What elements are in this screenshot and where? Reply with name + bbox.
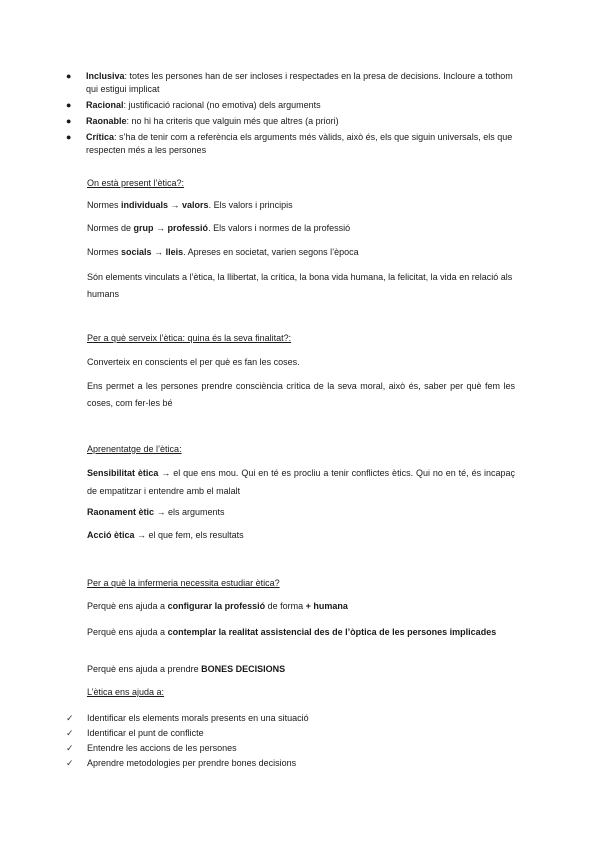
definition: : totes les persones han de ser incloses i respectades en la presa de decisions. Incloure a tothom qui estigui implicat [86, 71, 513, 94]
term: Inclusiva [86, 71, 125, 81]
bullet-icon: ● [66, 100, 72, 110]
list-item [64, 131, 524, 157]
list-item: ✓ Identificar el punt de conflicte [66, 726, 526, 741]
section-heading: Aprenentatge de l’ètica: [87, 444, 182, 454]
section-heading: On està present l’ètica?: [87, 178, 185, 188]
section-heading: L’ètica ens ajuda a: [87, 687, 165, 697]
list-item: ✓ Entendre les accions de les persones [66, 741, 526, 756]
principles-list [64, 70, 524, 160]
checkmark-icon: ✓ [66, 758, 74, 768]
checkmark-icon: ✓ [66, 713, 74, 723]
list-item: ✓ Identificar els elements morals presents en una situació [66, 711, 526, 726]
paragraph: Perquè ens ajuda a prendre BONES DECISIONS [87, 664, 286, 674]
list-item [64, 70, 524, 96]
term: Raonable [86, 116, 127, 126]
check-list [66, 711, 526, 771]
bullet-icon: ● [66, 132, 72, 142]
list-item [64, 99, 524, 112]
term: Racional [86, 100, 124, 110]
bullet-icon: ● [66, 116, 72, 126]
section-heading: Per a què la infermeria necessita estudiar ètica? [87, 578, 280, 588]
paragraph: Raonament ètic → els arguments [87, 507, 225, 517]
paragraph: Ens permet a les persones prendre consciència crítica de la seva moral, això és, saber per què fem les coses, com fer-les bé [87, 381, 515, 408]
definition: : justificació racional (no emotiva) dels arguments [123, 100, 321, 110]
paragraph: Sensibilitat ètica → el que ens mou. Qui en té es procliu a tenir conflictes ètics. Qui no en té, és incapaç de empatitzar i entendre amb el malalt [87, 468, 515, 496]
term: Crítica [86, 132, 115, 142]
paragraph: Perquè ens ajuda a configurar la professió de forma + humana [87, 601, 348, 611]
definition: : s’ha de tenir com a referència els arguments més vàlids, això és, els que siguin universals, els que respecten més a les persones [86, 132, 513, 155]
paragraph: Acció ètica → el que fem, els resultats [87, 530, 244, 540]
checkmark-icon: ✓ [66, 728, 74, 738]
norm-line: Normes socials → lleis. Apreses en societat, varien segons l’època [87, 247, 359, 257]
norm-line: Normes individuals → valors. Els valors i principis [87, 200, 293, 210]
bullet-icon: ● [66, 71, 72, 81]
list-item: ✓ Aprendre metodologies per prendre bones decisions [66, 756, 526, 771]
definition: : no hi ha criteris que valguin més que altres (a priori) [126, 116, 339, 126]
norm-line: Normes de grup → professió. Els valors i normes de la professió [87, 223, 351, 233]
checkmark-icon: ✓ [66, 743, 74, 753]
paragraph: Són elements vinculats a l’ètica, la llibertat, la crítica, la bona vida humana, la felicitat, la vida en relació als humans [87, 272, 513, 299]
section-heading: Per a què serveix l’ètica: quina és la seva finalitat?: [87, 333, 292, 343]
list-item [64, 115, 524, 128]
paragraph: Converteix en conscients el per què es fan les coses. [87, 357, 300, 367]
paragraph: Perquè ens ajuda a contemplar la realitat assistencial des de l’òptica de les persones implicades [87, 627, 497, 637]
